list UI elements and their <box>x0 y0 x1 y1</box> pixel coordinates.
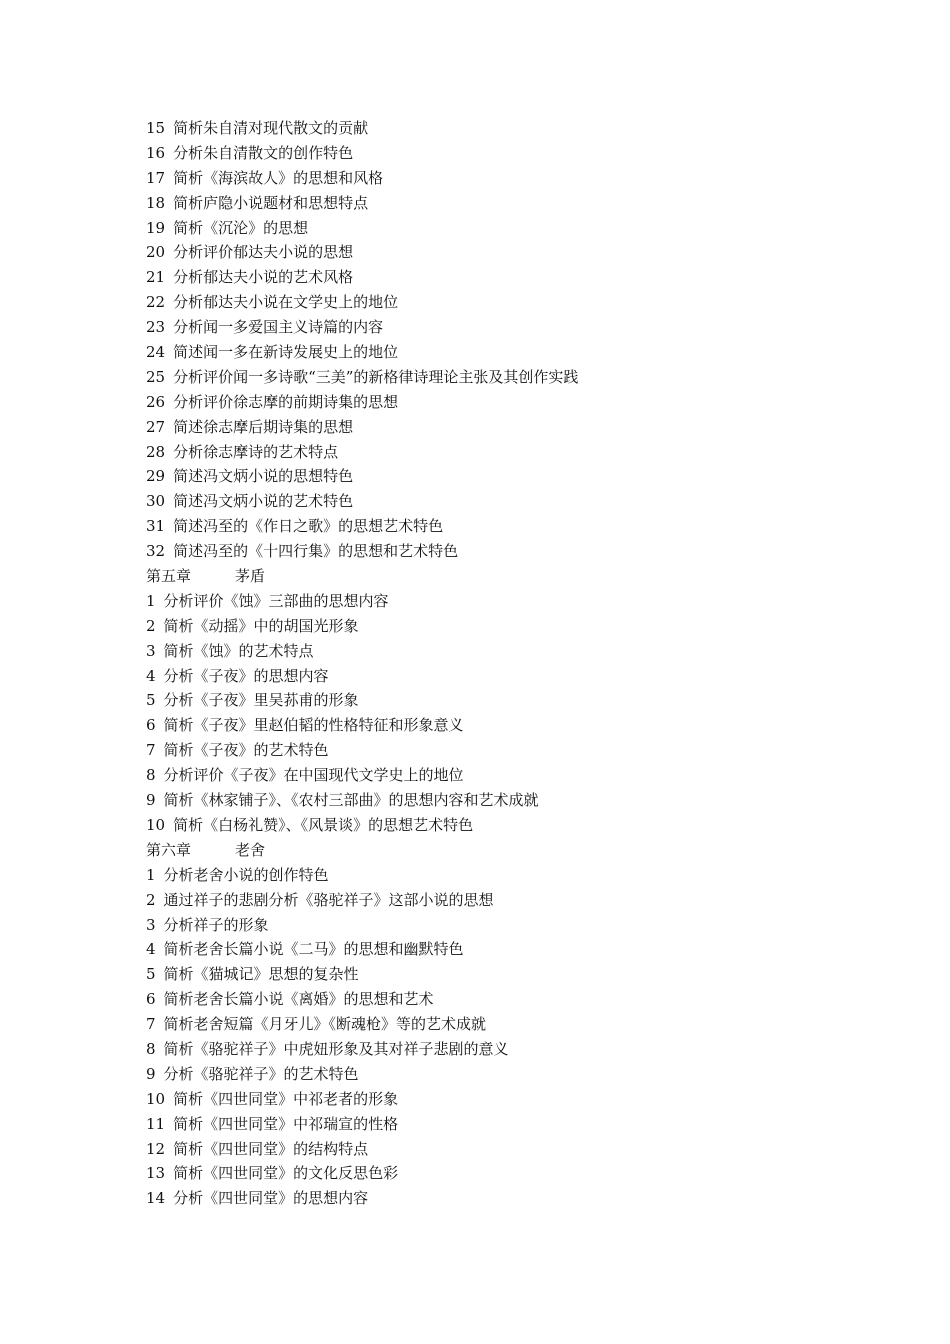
question-item <box>146 1161 906 1186</box>
question-item <box>146 539 906 564</box>
item-number: 1 <box>146 591 156 610</box>
question-item <box>146 738 906 763</box>
item-number: 9 <box>146 791 156 810</box>
item-number: 2 <box>146 890 156 909</box>
item-text: 分析评价郁达夫小说的思想 <box>173 243 354 262</box>
item-text: 分析《子夜》里吴荪甫的形象 <box>163 691 359 710</box>
question-item <box>146 166 906 191</box>
question-item <box>146 340 906 365</box>
chapter-heading <box>146 838 906 863</box>
item-number: 31 <box>146 517 166 536</box>
item-text: 简述闻一多在新诗发展史上的地位 <box>173 343 399 362</box>
question-item <box>146 240 906 265</box>
item-number: 24 <box>146 343 166 362</box>
item-text: 分析郁达夫小说的艺术风格 <box>173 268 354 287</box>
item-text: 分析《子夜》的思想内容 <box>163 666 329 685</box>
item-text: 简析《子夜》里赵伯韬的性格特征和形象意义 <box>163 716 464 735</box>
question-item <box>146 937 906 962</box>
item-text: 简析老舍短篇《月牙儿》《断魂枪》等的艺术成就 <box>163 1015 487 1034</box>
item-text: 简析《四世同堂》中祁老者的形象 <box>173 1089 399 1108</box>
chapter-number: 第五章 <box>146 567 192 586</box>
item-number: 7 <box>146 1015 156 1034</box>
item-number: 3 <box>146 915 156 934</box>
question-item <box>146 489 906 514</box>
question-item <box>146 688 906 713</box>
item-text: 简析《骆驼祥子》中虎妞形象及其对祥子悲剧的意义 <box>163 1039 509 1058</box>
item-text: 分析评价《子夜》在中国现代文学史上的地位 <box>163 766 464 785</box>
question-item <box>146 863 906 888</box>
item-number: 7 <box>146 741 156 760</box>
question-item <box>146 191 906 216</box>
item-text: 分析评价徐志摩的前期诗集的思想 <box>173 392 399 411</box>
item-text: 简析《子夜》的艺术特色 <box>163 741 329 760</box>
item-text: 简析老舍长篇小说《离婚》的思想和艺术 <box>163 990 434 1009</box>
question-item <box>146 614 906 639</box>
item-number: 26 <box>146 392 166 411</box>
item-number: 12 <box>146 1139 166 1158</box>
question-item <box>146 1112 906 1137</box>
document-body <box>146 116 906 1211</box>
item-number: 21 <box>146 268 166 287</box>
item-number: 27 <box>146 417 166 436</box>
chapter-number: 第六章 <box>146 840 192 859</box>
item-text: 简述冯文炳小说的艺术特色 <box>173 492 354 511</box>
question-item <box>146 788 906 813</box>
item-text: 简析《沉沦》的思想 <box>173 218 309 237</box>
item-number: 17 <box>146 168 166 187</box>
item-number: 3 <box>146 641 156 660</box>
item-number: 6 <box>146 990 156 1009</box>
chapter-title: 茅盾 <box>235 567 266 586</box>
item-number: 11 <box>146 1114 166 1133</box>
question-item <box>146 1137 906 1162</box>
question-item <box>146 1012 906 1037</box>
item-number: 5 <box>146 691 156 710</box>
item-number: 18 <box>146 193 166 212</box>
item-number: 10 <box>146 815 166 834</box>
item-text: 简析《动摇》中的胡国光形象 <box>163 616 359 635</box>
item-text: 简析《白杨礼赞》、《风景谈》的思想艺术特色 <box>173 815 474 834</box>
item-text: 分析朱自清散文的创作特色 <box>173 143 354 162</box>
question-item <box>146 415 906 440</box>
question-item <box>146 315 906 340</box>
item-text: 简析庐隐小说题材和思想特点 <box>173 193 369 212</box>
item-number: 19 <box>146 218 166 237</box>
item-number: 23 <box>146 318 166 337</box>
item-text: 分析《四世同堂》的思想内容 <box>173 1189 369 1208</box>
item-text: 简析《猫城记》思想的复杂性 <box>163 965 359 984</box>
question-item <box>146 664 906 689</box>
item-text: 分析郁达夫小说在文学史上的地位 <box>173 293 399 312</box>
item-text: 通过祥子的悲剧分析《骆驼祥子》这部小说的思想 <box>163 890 494 909</box>
item-number: 4 <box>146 666 156 685</box>
item-number: 32 <box>146 542 166 561</box>
item-number: 20 <box>146 243 166 262</box>
item-number: 29 <box>146 467 166 486</box>
item-number: 6 <box>146 716 156 735</box>
chapter-heading <box>146 564 906 589</box>
item-text: 简述冯文炳小说的思想特色 <box>173 467 354 486</box>
item-number: 1 <box>146 865 156 884</box>
item-text: 分析《骆驼祥子》的艺术特色 <box>163 1064 359 1083</box>
question-item <box>146 390 906 415</box>
question-item <box>146 1062 906 1087</box>
item-text: 分析闻一多爱国主义诗篇的内容 <box>173 318 384 337</box>
chapter-title: 老舍 <box>235 840 266 859</box>
question-item <box>146 1186 906 1211</box>
item-number: 8 <box>146 766 156 785</box>
question-item <box>146 1087 906 1112</box>
question-item <box>146 962 906 987</box>
question-item <box>146 365 906 390</box>
item-number: 2 <box>146 616 156 635</box>
item-text: 简述徐志摩后期诗集的思想 <box>173 417 354 436</box>
question-item <box>146 888 906 913</box>
item-number: 14 <box>146 1189 166 1208</box>
item-text: 简析《蚀》的艺术特点 <box>163 641 314 660</box>
question-item <box>146 440 906 465</box>
question-item <box>146 141 906 166</box>
question-item <box>146 763 906 788</box>
question-item <box>146 1037 906 1062</box>
item-number: 30 <box>146 492 166 511</box>
item-text: 分析祥子的形象 <box>163 915 269 934</box>
question-item <box>146 116 906 141</box>
item-text: 简析朱自清对现代散文的贡献 <box>173 119 369 137</box>
item-number: 5 <box>146 965 156 984</box>
item-number: 22 <box>146 293 166 312</box>
item-number: 16 <box>146 143 166 162</box>
item-number: 13 <box>146 1164 166 1183</box>
question-item <box>146 639 906 664</box>
item-number: 25 <box>146 367 166 386</box>
item-text: 简述冯至的《作日之歌》的思想艺术特色 <box>173 517 444 536</box>
question-item <box>146 464 906 489</box>
item-text: 分析评价闻一多诗歌“三美”的新格律诗理论主张及其创作实践 <box>173 367 579 386</box>
question-item <box>146 265 906 290</box>
question-item <box>146 290 906 315</box>
item-text: 分析徐志摩诗的艺术特点 <box>173 442 339 461</box>
question-item <box>146 514 906 539</box>
item-number: 4 <box>146 940 156 959</box>
question-item <box>146 216 906 241</box>
question-item <box>146 813 906 838</box>
item-text: 简析《海滨故人》的思想和风格 <box>173 168 384 187</box>
item-text: 简析《林家铺子》、《农村三部曲》的思想内容和艺术成就 <box>163 791 539 810</box>
question-item <box>146 589 906 614</box>
item-number: 8 <box>146 1039 156 1058</box>
question-item <box>146 713 906 738</box>
item-text: 分析老舍小说的创作特色 <box>163 865 329 884</box>
item-text: 简析老舍长篇小说《二马》的思想和幽默特色 <box>163 940 464 959</box>
item-number: 9 <box>146 1064 156 1083</box>
item-number: 28 <box>146 442 166 461</box>
item-number: 15 <box>146 119 166 137</box>
question-item <box>146 913 906 938</box>
item-number: 10 <box>146 1089 166 1108</box>
item-text: 分析评价《蚀》三部曲的思想内容 <box>163 591 389 610</box>
question-item <box>146 987 906 1012</box>
item-text: 简析《四世同堂》的文化反思色彩 <box>173 1164 399 1183</box>
item-text: 简析《四世同堂》的结构特点 <box>173 1139 369 1158</box>
item-text: 简述冯至的《十四行集》的思想和艺术特色 <box>173 542 459 561</box>
item-text: 简析《四世同堂》中祁瑞宣的性格 <box>173 1114 399 1133</box>
